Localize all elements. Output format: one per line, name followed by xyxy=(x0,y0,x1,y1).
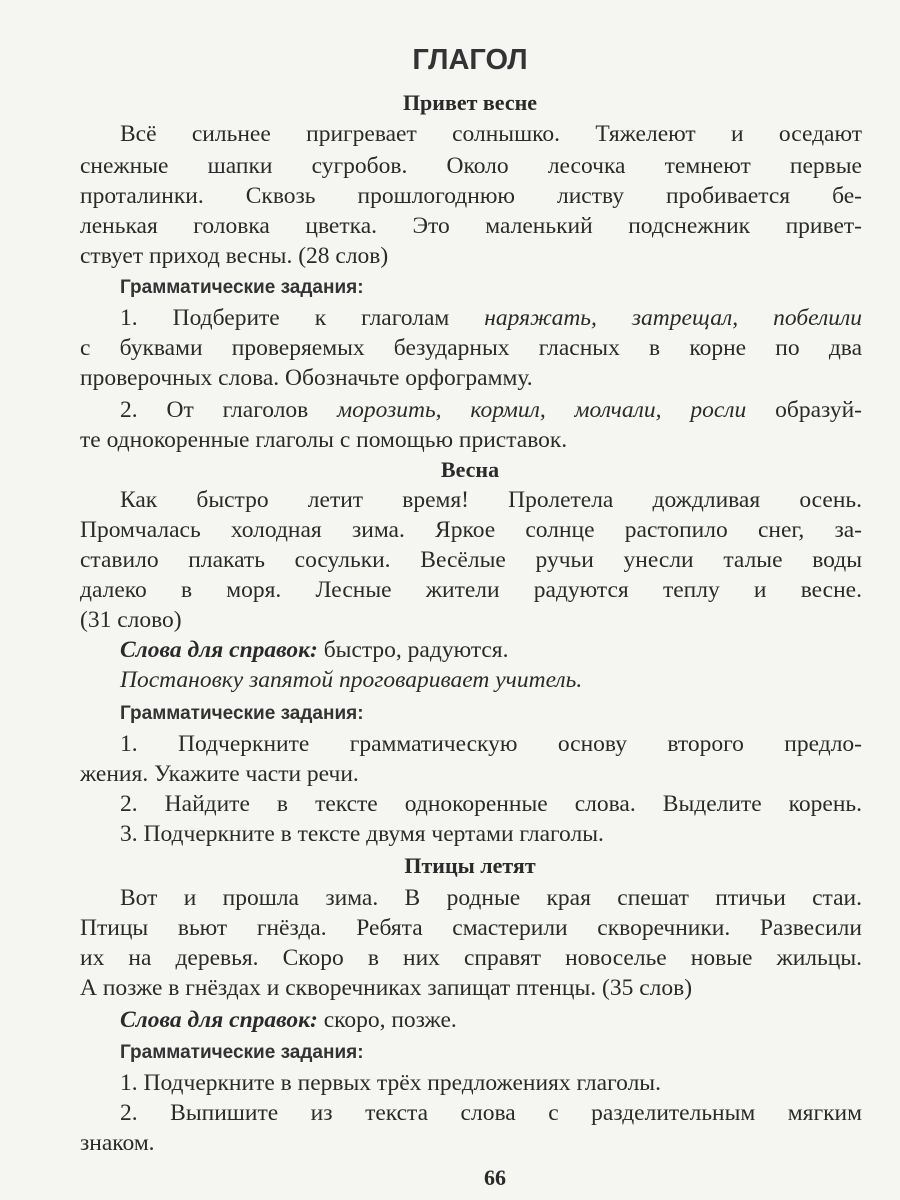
task-line: проверочных слова. Обозначьте орфограмму. xyxy=(80,365,533,391)
text-line: Вот и прошла зима. В родные края спешат птичьи стаи. xyxy=(120,885,862,911)
text-line: Как быстро летит время! Пролетела дождливая осень. xyxy=(120,487,862,513)
section-heading: Птицы летят xyxy=(404,853,536,878)
task-text: образуй- xyxy=(746,397,862,423)
reference-label: Слова для справок: xyxy=(120,1007,318,1033)
text-line: проталинки. Сквозь прошлогоднюю листву пробивается бе- xyxy=(80,183,862,209)
task-text: 2. От глаголов xyxy=(120,397,338,423)
task-text: 1. Подберите к глаголам xyxy=(120,305,485,331)
text-line: Птицы вьют гнёзда. Ребята смастерили скворечники. Развесили xyxy=(80,915,862,941)
text-line: (31 слово) xyxy=(80,607,182,633)
reference-list: скоро, позже. xyxy=(317,1007,457,1033)
reference-label: Слова для справок: xyxy=(120,637,318,663)
text-line: Промчалась холодная зима. Яркое солнце растопило снег, за- xyxy=(80,517,862,543)
task-line xyxy=(120,395,862,425)
text-line: Всё сильнее пригревает солнышко. Тяжелеют и оседают xyxy=(120,121,862,147)
task-line: 1. Подчеркните грамматическую основу второго предло- xyxy=(120,731,862,757)
task-line: 3. Подчеркните в тексте двумя чертами глаголы. xyxy=(120,821,604,847)
text-line: далеко в моря. Лесные жители радуются теплу и весне. xyxy=(80,577,862,603)
text-line: ствует приход весны. (28 слов) xyxy=(80,243,389,269)
text-line: А позже в гнёздах и скворечниках запищат птенцы. (35 слов) xyxy=(80,975,693,1001)
task-line: с буквами проверяемых безударных гласных в корне по два xyxy=(80,335,862,361)
tasks-heading: Грамматические задания: xyxy=(120,1042,364,1063)
task-line xyxy=(120,303,862,333)
task-line: 1. Подчеркните в первых трёх предложениях глаголы. xyxy=(120,1070,661,1096)
reference-list: быстро, радуются. xyxy=(317,637,509,663)
text-line: ставило плакать сосульки. Весёлые ручьи унесли талые воды xyxy=(80,547,862,573)
task-italic-words: наряжать, затрещал, побелили xyxy=(484,305,862,331)
tasks-heading: Грамматические задания: xyxy=(120,277,364,298)
page-number: 66 xyxy=(484,1165,506,1190)
task-line: те однокоренные глаголы с помощью приставок. xyxy=(80,427,568,453)
page-title: ГЛАГОЛ xyxy=(412,44,528,76)
reference-words xyxy=(120,635,862,665)
text-line: снежные шапки сугробов. Около лесочка темнеют первые xyxy=(80,153,862,179)
task-line: 2. Найдите в тексте однокоренные слова. Выделите корень. xyxy=(120,791,862,817)
section-heading: Привет весне xyxy=(402,90,538,115)
text-line: их на деревья. Скоро в них справят новоселье новые жильцы. xyxy=(80,945,862,971)
section-heading: Весна xyxy=(440,457,500,482)
task-line: 2. Выпишите из текста слова с разделительным мягким xyxy=(120,1100,862,1126)
text-line: ленькая головка цветка. Это маленький подснежник привет- xyxy=(80,213,862,239)
tasks-heading: Грамматические задания: xyxy=(120,703,364,724)
task-italic-words: морозить, кормил, молчали, росли xyxy=(337,397,747,423)
task-line: жения. Укажите части речи. xyxy=(80,761,359,787)
reference-words xyxy=(120,1005,862,1035)
teacher-note: Постановку запятой проговаривает учитель. xyxy=(120,667,583,693)
task-line: знаком. xyxy=(80,1130,155,1156)
